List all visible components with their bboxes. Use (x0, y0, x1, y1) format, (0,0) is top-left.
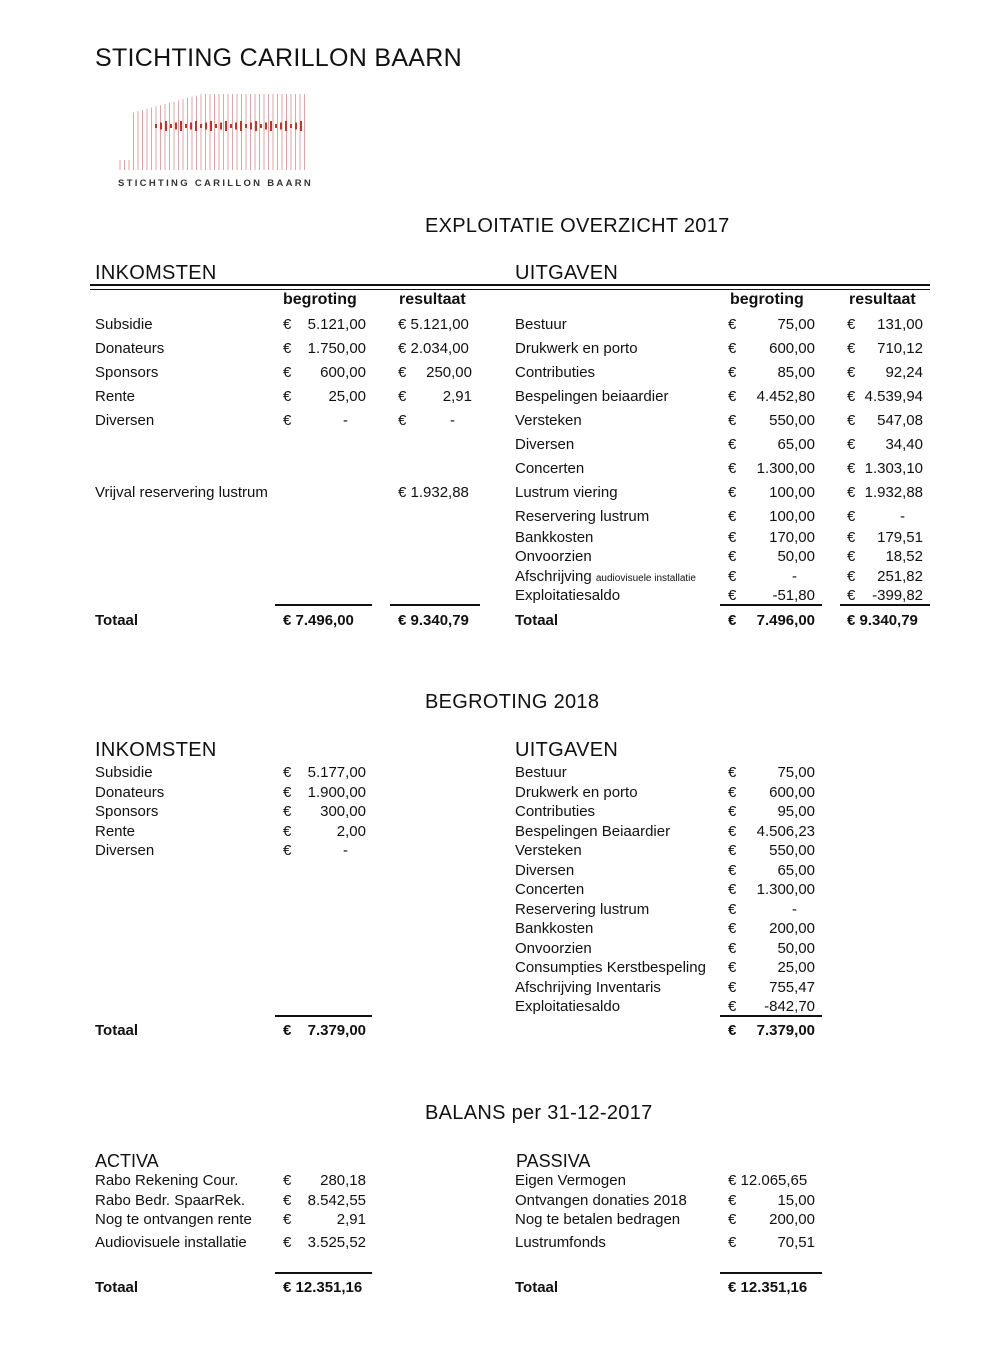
row-label: Drukwerk en porto (515, 784, 638, 801)
row-label: Diversen (515, 436, 575, 453)
row-label: Contributies (515, 803, 596, 820)
row-label: Donateurs (95, 784, 165, 801)
resultaat-value: € 2.034,00 (398, 340, 469, 357)
currency-sign: € (283, 1192, 292, 1209)
currency-sign: € (728, 862, 737, 879)
currency-sign: € (728, 959, 737, 976)
resultaat-value: 1.932,88 (864, 484, 923, 501)
row-label: Subsidie (95, 316, 153, 333)
currency-sign: € (728, 388, 737, 405)
row-value: 2,91 (336, 1211, 366, 1228)
currency-sign: € (283, 364, 292, 381)
row-label: Rente (95, 823, 136, 840)
resultaat-value: 710,12 (877, 340, 923, 357)
row-label: Onvoorzien (515, 940, 592, 957)
row-label (515, 568, 696, 588)
currency-sign: € (847, 548, 856, 565)
row-label: Diversen (95, 842, 155, 859)
row-value: 8.542,55 (307, 1192, 366, 1209)
row-label: Bankkosten (515, 529, 594, 546)
currency-sign: € (728, 460, 737, 477)
row-label: Exploitatiesaldo (515, 998, 621, 1015)
row-value: 200,00 (769, 920, 815, 937)
row-value: 25,00 (777, 959, 815, 976)
total-rule (275, 1272, 372, 1274)
row-label: Consumpties Kerstbespeling (515, 959, 706, 976)
total-begroting-value: € 7.496,00 (283, 612, 354, 629)
row-label: Audiovisuele installatie (95, 1234, 247, 1251)
currency-sign: € (728, 940, 737, 957)
currency-sign: € (847, 340, 856, 357)
row-label: Afschrijving Inventaris (515, 979, 661, 996)
row-label: Diversen (95, 412, 155, 429)
currency-sign: € (283, 842, 292, 859)
currency-sign: € (847, 460, 856, 477)
row-label: Sponsors (95, 803, 159, 820)
currency-sign: € (847, 436, 856, 453)
row-value: 755,47 (769, 979, 815, 996)
begroting-value: 1.300,00 (756, 460, 815, 477)
currency-sign: € (283, 1022, 292, 1039)
row-value: 4.506,23 (756, 823, 815, 840)
total-value: € 12.351,16 (283, 1279, 363, 1296)
begroting-value: 4.452,80 (756, 388, 815, 405)
activa-heading: ACTIVA (95, 1151, 159, 1171)
begroting-value: 1.750,00 (307, 340, 366, 357)
row-label: Concerten (515, 881, 585, 898)
total-rule (275, 1015, 372, 1017)
resultaat-value: -399,82 (872, 587, 923, 604)
total-rule (720, 604, 822, 606)
total-resultaat-value: € 9.340,79 (847, 612, 918, 629)
row-value: 3.525,52 (307, 1234, 366, 1251)
currency-sign: € (728, 998, 737, 1015)
header-divider-thin (90, 289, 930, 290)
row-label: Exploitatiesaldo (515, 587, 621, 604)
row-label: Rabo Rekening Cour. (95, 1172, 239, 1189)
row-label: Versteken (515, 842, 582, 859)
total-label: Totaal (515, 1279, 559, 1296)
resultaat-value: 4.539,94 (864, 388, 923, 405)
currency-sign: € (728, 901, 737, 918)
uit-col-resultaat: resultaat (849, 291, 916, 308)
total-rule (840, 604, 930, 606)
begroting-uitgaven-heading: UITGAVEN (515, 739, 619, 761)
currency-sign: € (728, 1211, 737, 1228)
begroting-inkomsten-heading: INKOMSTEN (95, 739, 217, 761)
row-value: 600,00 (769, 784, 815, 801)
currency-sign: € (728, 364, 737, 381)
resultaat-value: 547,08 (877, 412, 923, 429)
currency-sign: € (283, 764, 292, 781)
exploitatie-uitgaven-heading: UITGAVEN (515, 262, 619, 284)
row-value: € 12.065,65 (728, 1172, 808, 1189)
balans-title: BALANS per 31-12-2017 (425, 1102, 653, 1124)
currency-sign: € (847, 412, 856, 429)
currency-sign: € (728, 764, 737, 781)
ink-col-begroting: begroting (283, 291, 357, 308)
row-label: Bestuur (515, 764, 567, 781)
currency-sign: € (728, 842, 737, 859)
row-label: Rabo Bedr. SpaarRek. (95, 1192, 246, 1209)
ink-col-resultaat: resultaat (399, 291, 466, 308)
currency-sign: € (728, 316, 737, 333)
currency-sign: € (283, 412, 292, 429)
currency-sign: € (728, 920, 737, 937)
row-value: 280,18 (320, 1172, 366, 1189)
resultaat-value: - (450, 412, 455, 429)
row-label: Lustrumfonds (515, 1234, 606, 1251)
logo-text: STICHTING CARILLON BAARN (118, 178, 314, 189)
total-label: Totaal (515, 612, 559, 629)
row-value: 65,00 (777, 862, 815, 879)
row-label: Concerten (515, 460, 585, 477)
total-rule (720, 1272, 822, 1274)
resultaat-value: 250,00 (426, 364, 472, 381)
currency-sign: € (728, 823, 737, 840)
currency-sign: € (398, 412, 407, 429)
row-label: Onvoorzien (515, 548, 592, 565)
begroting-value: -51,80 (772, 587, 815, 604)
resultaat-value: 1.303,10 (864, 460, 923, 477)
row-value: 1.900,00 (307, 784, 366, 801)
begroting-value: 50,00 (777, 548, 815, 565)
total-label: Totaal (95, 1279, 139, 1296)
row-value: 70,51 (777, 1234, 815, 1251)
row-label: Reservering lustrum (515, 901, 650, 918)
begroting-title: BEGROTING 2018 (425, 691, 600, 713)
row-value: - (792, 901, 797, 918)
begroting-value: 65,00 (777, 436, 815, 453)
currency-sign: € (847, 388, 856, 405)
exploitatie-inkomsten-heading: INKOMSTEN (95, 262, 217, 284)
currency-sign: € (728, 484, 737, 501)
row-label: Sponsors (95, 364, 159, 381)
total-value: 7.379,00 (307, 1022, 366, 1039)
passiva-heading: PASSIVA (516, 1151, 591, 1171)
currency-sign: € (283, 803, 292, 820)
currency-sign: € (728, 784, 737, 801)
row-label: Bestuur (515, 316, 567, 333)
begroting-value: 25,00 (328, 388, 366, 405)
row-label: Drukwerk en porto (515, 340, 638, 357)
row-label-sub: audiovisuele installatie (595, 573, 696, 584)
row-label: Nog te betalen bedragen (515, 1211, 681, 1228)
row-label: Nog te ontvangen rente (95, 1211, 252, 1228)
row-label: Ontvangen donaties 2018 (515, 1192, 687, 1209)
currency-sign: € (847, 364, 856, 381)
currency-sign: € (398, 388, 407, 405)
resultaat-value: 251,82 (877, 568, 923, 585)
currency-sign: € (847, 508, 856, 525)
resultaat-value: 131,00 (877, 316, 923, 333)
resultaat-value: - (900, 508, 905, 525)
begroting-value: 600,00 (320, 364, 366, 381)
row-label: Donateurs (95, 340, 165, 357)
row-label: Rente (95, 388, 136, 405)
row-label: Contributies (515, 364, 596, 381)
currency-sign: € (847, 587, 856, 604)
currency-sign: € (728, 803, 737, 820)
row-value: -842,70 (764, 998, 815, 1015)
total-label: Totaal (95, 612, 139, 629)
begroting-value: - (343, 412, 348, 429)
resultaat-value: 92,24 (885, 364, 923, 381)
row-value: 200,00 (769, 1211, 815, 1228)
header-divider (90, 284, 930, 286)
currency-sign: € (283, 784, 292, 801)
begroting-value: 100,00 (769, 508, 815, 525)
resultaat-value: 179,51 (877, 529, 923, 546)
organization-title: STICHTING CARILLON BAARN (95, 44, 462, 72)
row-label: Eigen Vermogen (515, 1172, 626, 1189)
begroting-value: - (792, 568, 797, 585)
begroting-value: 75,00 (777, 316, 815, 333)
row-value: 550,00 (769, 842, 815, 859)
begroting-value: 100,00 (769, 484, 815, 501)
currency-sign: € (283, 823, 292, 840)
resultaat-value: € 1.932,88 (398, 484, 469, 501)
currency-sign: € (728, 412, 737, 429)
currency-sign: € (728, 1192, 737, 1209)
carillon-logo (117, 90, 317, 190)
row-label: Versteken (515, 412, 582, 429)
total-rule (720, 1015, 822, 1017)
currency-sign: € (728, 529, 737, 546)
resultaat-value: 34,40 (885, 436, 923, 453)
currency-sign: € (847, 316, 856, 333)
currency-sign: € (283, 1234, 292, 1251)
currency-sign: € (728, 612, 737, 629)
currency-sign: € (283, 388, 292, 405)
row-value: 1.300,00 (756, 881, 815, 898)
row-label: Bespelingen Beiaardier (515, 823, 671, 840)
row-value: 15,00 (777, 1192, 815, 1209)
row-label: Diversen (515, 862, 575, 879)
total-rule (275, 604, 372, 606)
begroting-value: 600,00 (769, 340, 815, 357)
currency-sign: € (847, 484, 856, 501)
currency-sign: € (728, 979, 737, 996)
row-label: Bankkosten (515, 920, 594, 937)
row-label: Subsidie (95, 764, 153, 781)
row-value: 95,00 (777, 803, 815, 820)
row-value: 2,00 (336, 823, 366, 840)
currency-sign: € (728, 1234, 737, 1251)
uit-col-begroting: begroting (730, 291, 804, 308)
currency-sign: € (847, 568, 856, 585)
row-value: 75,00 (777, 764, 815, 781)
begroting-value: 170,00 (769, 529, 815, 546)
currency-sign: € (728, 548, 737, 565)
row-label: Reservering lustrum (515, 508, 650, 525)
total-resultaat-value: € 9.340,79 (398, 612, 469, 629)
begroting-value: 5.121,00 (307, 316, 366, 333)
currency-sign: € (728, 881, 737, 898)
row-value: 300,00 (320, 803, 366, 820)
resultaat-value: 18,52 (885, 548, 923, 565)
currency-sign: € (283, 316, 292, 333)
row-label: Bespelingen beiaardier (515, 388, 669, 405)
total-value: € 12.351,16 (728, 1279, 808, 1296)
begroting-value: 550,00 (769, 412, 815, 429)
row-label-main: Afschrijving (515, 568, 592, 585)
currency-sign: € (728, 1022, 737, 1039)
currency-sign: € (398, 364, 407, 381)
total-value: 7.379,00 (756, 1022, 815, 1039)
currency-sign: € (283, 340, 292, 357)
total-rule (390, 604, 480, 606)
currency-sign: € (728, 587, 737, 604)
resultaat-value: 2,91 (442, 388, 472, 405)
total-begroting-value: 7.496,00 (756, 612, 815, 629)
row-value: - (343, 842, 348, 859)
currency-sign: € (283, 1211, 292, 1228)
row-label: Lustrum viering (515, 484, 618, 501)
currency-sign: € (283, 1172, 292, 1189)
currency-sign: € (728, 436, 737, 453)
begroting-value: 85,00 (777, 364, 815, 381)
currency-sign: € (847, 529, 856, 546)
total-label: Totaal (95, 1022, 139, 1039)
row-value: 5.177,00 (307, 764, 366, 781)
currency-sign: € (728, 508, 737, 525)
resultaat-value: € 5.121,00 (398, 316, 469, 333)
currency-sign: € (728, 568, 737, 585)
currency-sign: € (728, 340, 737, 357)
row-label: Vrijval reservering lustrum (95, 484, 268, 501)
exploitatie-title: EXPLOITATIE OVERZICHT 2017 (425, 215, 730, 237)
row-value: 50,00 (777, 940, 815, 957)
